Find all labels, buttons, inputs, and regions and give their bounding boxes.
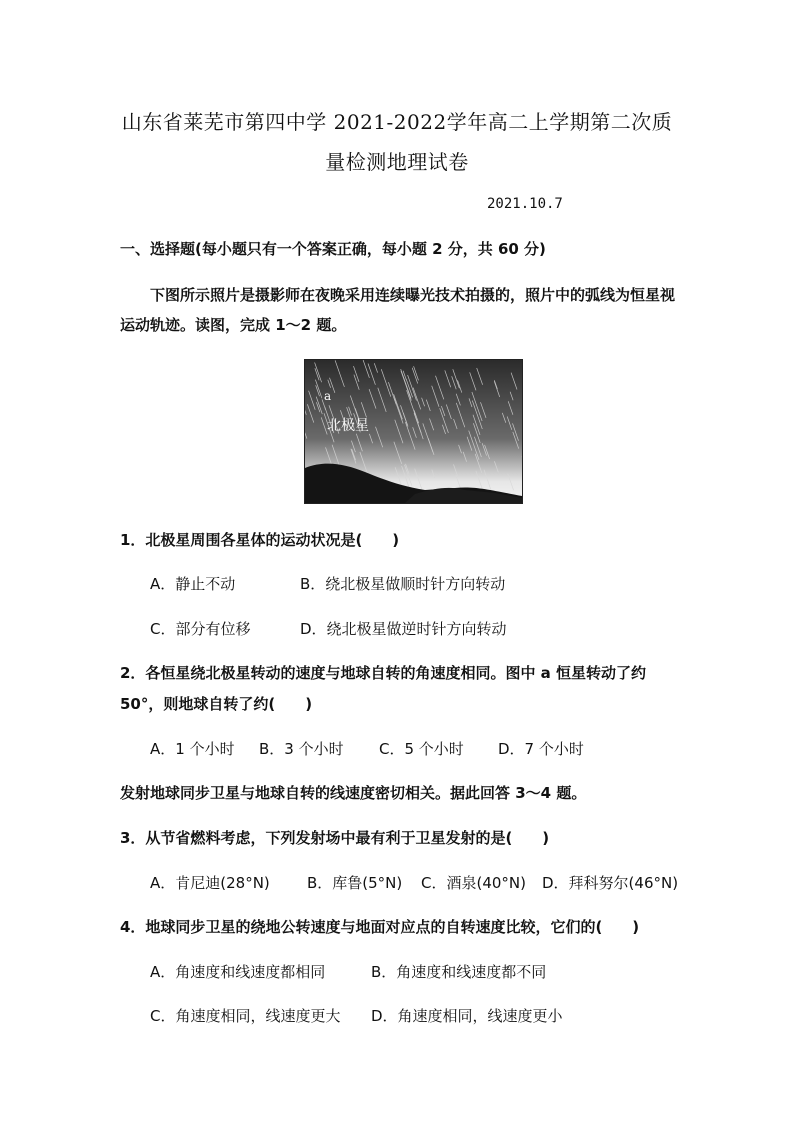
figure-label-a: a <box>324 389 332 403</box>
intro-paragraph-1: 下图所示照片是摄影师在夜晚采用连续曝光技术拍摄的，照片中的弧线为恒星视运动轨迹。读图，完成 1～2 题。 <box>120 286 676 334</box>
q3-option-b: B．库鲁(5°N) <box>307 874 403 892</box>
q4-option-a: A．角速度和线速度都相同 <box>150 963 326 981</box>
q3-option-d: D．拜科努尔(46°N) <box>542 874 679 892</box>
question-2-stem-line1: 2．各恒星绕北极星转动的速度与地球自转的角速度相同。图中 a 恒星转动了约 <box>120 664 647 682</box>
figure-label-polaris: 北极星 <box>327 418 369 434</box>
q2-option-c: C．5 个小时 <box>379 740 464 758</box>
q4-option-c: C．角速度相同，线速度更大 <box>150 1007 341 1025</box>
q2-option-a: A．1 个小时 <box>150 740 235 758</box>
page-title-line1: 山东省莱芜市第四中学 2021-2022学年高二上学期第二次质 <box>121 110 673 134</box>
question-2-stem-line2: 50°，则地球自转了约( ) <box>120 695 313 713</box>
exam-date: 2021.10.7 <box>487 196 563 212</box>
question-4-stem: 4．地球同步卫星的绕地公转速度与地面对应点的自转速度比较，它们的( ) <box>120 918 640 936</box>
q1-option-b: B．绕北极星做顺时针方向转动 <box>300 575 506 593</box>
section-heading: 一、选择题(每小题只有一个答案正确，每小题 2 分，共 60 分) <box>120 240 546 258</box>
question-3-stem: 3．从节省燃料考虑，下列发射场中最有利于卫星发射的是( ) <box>120 829 550 847</box>
q2-option-b: B．3 个小时 <box>259 740 344 758</box>
intro-paragraph-2: 发射地球同步卫星与地球自转的线速度密切相关。据此回答 3～4 题。 <box>120 784 587 802</box>
question-1-stem: 1．北极星周围各星体的运动状况是( ) <box>120 531 400 549</box>
q1-option-d: D．绕北极星做逆时针方向转动 <box>300 620 507 638</box>
q4-option-d: D．角速度相同，线速度更小 <box>371 1007 563 1025</box>
q3-option-a: A．肯尼迪(28°N) <box>150 874 270 892</box>
q3-option-c: C．酒泉(40°N) <box>421 874 526 892</box>
q4-option-b: B．角速度和线速度都不同 <box>371 963 547 981</box>
q2-option-d: D．7 个小时 <box>498 740 584 758</box>
page-title-line2: 量检测地理试卷 <box>325 150 469 174</box>
q1-option-a: A．静止不动 <box>150 575 236 593</box>
q1-option-c: C．部分有位移 <box>150 620 251 638</box>
